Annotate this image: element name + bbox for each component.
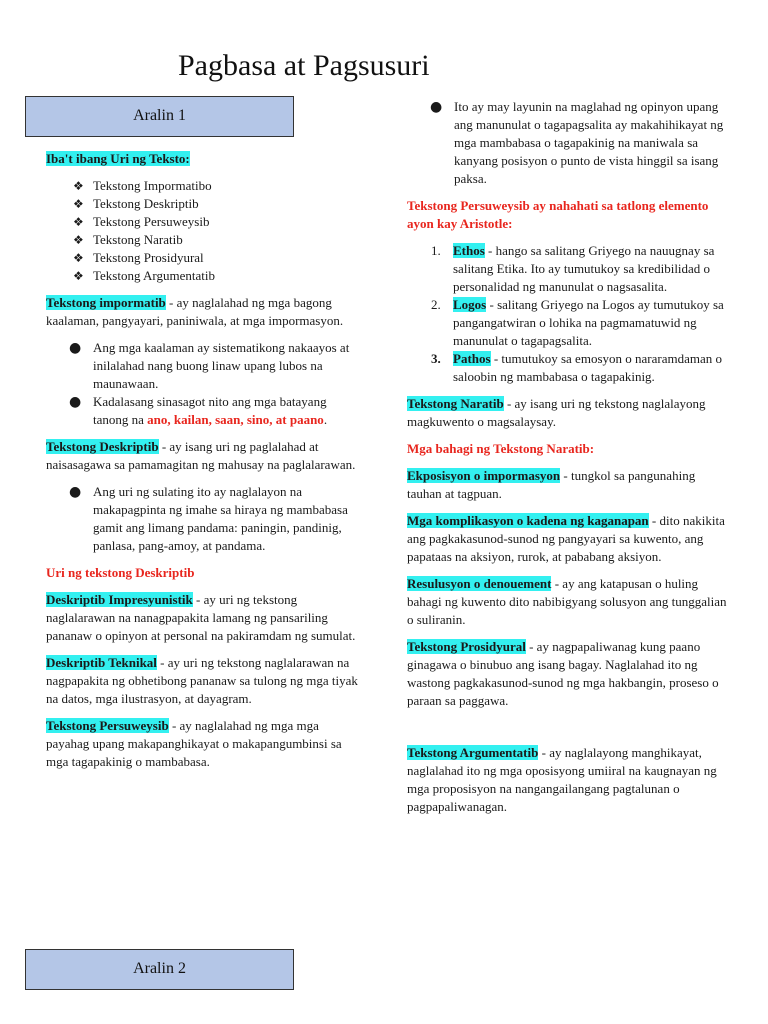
bullet-icon: ● — [69, 340, 82, 356]
resulusyon-paragraph: Resulusyon o denouement - ay ang katapusan o huling bahagi ng kuwento dito nabibigyang solusyon ang tunggalian o suliranin. — [407, 576, 727, 627]
naratib-paragraph: Tekstong Naratib - ay isang uri ng tekstong naglalayong magkuwento o magsalaysay. — [407, 396, 706, 429]
right-column — [407, 98, 727, 825]
aralin-1-box — [25, 96, 294, 137]
list-item: ❖ Tekstong Argumentatib — [73, 268, 215, 283]
diamond-bullet-icon: ❖ — [73, 251, 84, 265]
argumentatib-paragraph: Tekstong Argumentatib - ay naglalayong manghikayat, naglalahad ito ng mga oposisyong umiiral na kaugnayan ng mga proposisyon na nangangailangang pagtalunan o pagpapaliwanagan. — [407, 745, 717, 814]
list-item: 1. Ethos - hango sa salitang Griyego na nauugnay sa salitang Etika. Ito ay tumutukoy sa kredibilidad o personalidad ng manunulat o nagsasalita. — [431, 243, 715, 294]
bullet-icon: ● — [69, 484, 82, 500]
diamond-bullet-icon: ❖ — [73, 197, 84, 211]
list-item: ● Ang mga kaalaman ay sistematikong nakaayos at inilalahad nang buong linaw upang lubos na maunawaan. — [69, 340, 350, 391]
list-item: ● Ito ay may layunin na maglahad ng opinyon upang ang manunulat o tagapagsalita ay makahihikayat ng mga mambabasa o tagapakinig na maniwala sa kanyang posisyon o punto de vista hinggil sa isang paksa. — [430, 99, 724, 186]
diamond-bullet-icon: ❖ — [73, 269, 84, 283]
list-item: ● Kadalasang sinasagot nito ang mga batayang tanong na ano, kailan, saan, sino, at paano. — [69, 394, 328, 427]
persuweysib-bullets — [407, 98, 727, 188]
list-item: ● Ang uri ng sulating ito ay naglalayon na makapagpinta ng imahe sa hiraya ng mambabasa gamit ang limang pandama: paningin, pandinig, panlasa, pang-amoy, at pandama. — [69, 484, 348, 553]
aralin-2-label: Aralin 2 — [133, 960, 186, 977]
impormatib-bullets — [46, 339, 358, 429]
bullet-icon: ● — [69, 394, 82, 410]
list-item: ❖ Tekstong Naratib — [73, 232, 183, 247]
elements-list — [407, 242, 727, 386]
teknikal-paragraph: Deskriptib Teknikal - ay uri ng tekstong naglalarawan na nagpapakita ng obhetibong pananaw sa tulong ng mga tiyak na datos, mga ilustrasyon, at dayagram. — [46, 655, 358, 706]
uri-heading: Uri ng tekstong Deskriptib — [46, 565, 195, 580]
persuweysib-paragraph: Tekstong Persuweysib - ay naglalahad ng mga mga payahag upang makapanghikayat o makapangumbinsi sa mga tagapakinig o mambabasa. — [46, 718, 342, 769]
list-item: 2. Logos - salitang Griyego na Logos ay tumutukoy sa pangangatwiran o lohika na pagmamatuwid ng manunulat o tagapagsalita. — [431, 297, 724, 348]
types-heading: Iba't ibang Uri ng Teksto: — [46, 151, 190, 166]
types-list — [46, 177, 358, 285]
aralin-2-box — [25, 949, 294, 990]
bahagi-heading: Mga bahagi ng Tekstong Naratib: — [407, 441, 595, 456]
list-item: 3. Pathos - tumutukoy sa emosyon o nararamdaman o saloobin ng mambabasa o tagapakinig. — [431, 351, 722, 384]
diamond-bullet-icon: ❖ — [73, 233, 84, 247]
left-column — [46, 150, 358, 780]
diamond-bullet-icon: ❖ — [73, 215, 84, 229]
aralin-1-label: Aralin 1 — [133, 107, 186, 124]
page-title: Pagbasa at Pagsusuri — [178, 49, 430, 82]
bullet-icon: ● — [430, 99, 443, 115]
ekposisyon-paragraph: Ekposisyon o impormasyon - tungkol sa pangunahing tauhan at tagpuan. — [407, 468, 696, 501]
komplikasyon-paragraph: Mga komplikasyon o kadena ng kaganapan - dito nakikita ang pagkakasunod-sunod ng pangyayari sa kuwento, ang papataas na aksiyon, rurok, at pababang aksiyon. — [407, 513, 725, 564]
list-item: ❖ Tekstong Deskriptib — [73, 196, 199, 211]
list-item: ❖ Tekstong Impormatibo — [73, 178, 212, 193]
diamond-bullet-icon: ❖ — [73, 179, 84, 193]
list-item: ❖ Tekstong Persuweysib — [73, 214, 210, 229]
list-item: ❖ Tekstong Prosidyural — [73, 250, 204, 265]
deskriptib-paragraph: Tekstong Deskriptib - ay isang uri ng paglalahad at naisasagawa sa pamamagitan ng mahusay na paglalarawan. — [46, 439, 356, 472]
impormatib-paragraph: Tekstong impormatib - ay naglalahad ng mga bagong kaalaman, pangyayari, paniniwala, at mga impormasyon. — [46, 295, 344, 328]
prosidyural-paragraph: Tekstong Prosidyural - ay nagpapaliwanag kung paano ginagawa o binubuo ang isang bagay. Naglalahad ito ng wastong pagkakasunod-sunod ng mga hakbangin, proseso o paraan sa paggawa. — [407, 639, 719, 708]
deskriptib-bullets — [46, 483, 358, 555]
impresyunistik-paragraph: Deskriptib Impresyunistik - ay uri ng tekstong naglalarawan na nanagpapakita lamang ng pansariling pananaw o opinyon at personal na pakiramdam ng sumulat. — [46, 592, 356, 643]
elements-heading: Tekstong Persuweysib ay nahahati sa tatlong elemento ayon kay Aristotle: — [407, 198, 709, 231]
